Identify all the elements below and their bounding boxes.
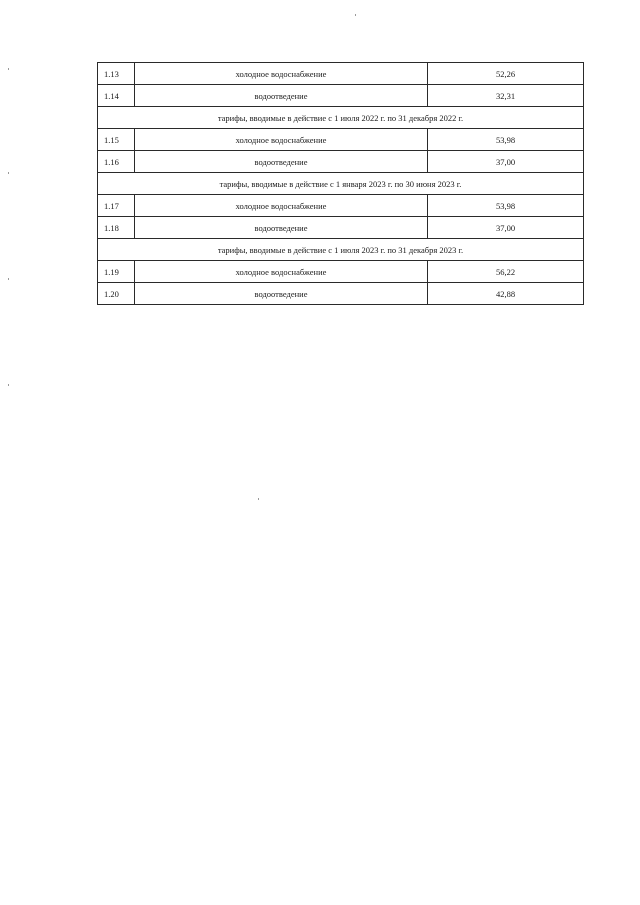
row-number-cell: 1.20 xyxy=(98,283,135,305)
tariff-value-cell: 53,98 xyxy=(428,129,584,151)
scan-speck xyxy=(8,278,9,280)
table-row xyxy=(98,151,584,173)
table-row xyxy=(98,129,584,151)
section-header-row xyxy=(98,107,584,129)
service-name-cell: водоотведение xyxy=(135,217,428,239)
table-row xyxy=(98,283,584,305)
section-header-text: тарифы, вводимые в действие с 1 января 2023 г. по 30 июня 2023 г. xyxy=(98,173,584,195)
table-row xyxy=(98,261,584,283)
tariff-value-cell: 42,88 xyxy=(428,283,584,305)
scan-speck xyxy=(8,172,9,174)
row-number-cell: 1.19 xyxy=(98,261,135,283)
tariff-value-cell: 52,26 xyxy=(428,63,584,85)
service-name-cell: водоотведение xyxy=(135,283,428,305)
scan-speck xyxy=(8,384,9,386)
scan-speck xyxy=(8,68,9,70)
scan-speck xyxy=(355,14,356,16)
scan-speck xyxy=(258,498,259,500)
tariff-value-cell: 32,31 xyxy=(428,85,584,107)
tariff-table-body xyxy=(98,63,584,305)
table-row xyxy=(98,85,584,107)
section-header-row xyxy=(98,173,584,195)
service-name-cell: водоотведение xyxy=(135,85,428,107)
table-row xyxy=(98,63,584,85)
row-number-cell: 1.18 xyxy=(98,217,135,239)
row-number-cell: 1.13 xyxy=(98,63,135,85)
service-name-cell: холодное водоснабжение xyxy=(135,129,428,151)
row-number-cell: 1.17 xyxy=(98,195,135,217)
service-name-cell: холодное водоснабжение xyxy=(135,261,428,283)
table-row xyxy=(98,195,584,217)
tariff-value-cell: 56,22 xyxy=(428,261,584,283)
row-number-cell: 1.15 xyxy=(98,129,135,151)
service-name-cell: холодное водоснабжение xyxy=(135,63,428,85)
row-number-cell: 1.16 xyxy=(98,151,135,173)
service-name-cell: холодное водоснабжение xyxy=(135,195,428,217)
tariff-value-cell: 37,00 xyxy=(428,151,584,173)
tariff-value-cell: 53,98 xyxy=(428,195,584,217)
service-name-cell: водоотведение xyxy=(135,151,428,173)
tariff-value-cell: 37,00 xyxy=(428,217,584,239)
row-number-cell: 1.14 xyxy=(98,85,135,107)
section-header-text: тарифы, вводимые в действие с 1 июля 2022 г. по 31 декабря 2022 г. xyxy=(98,107,584,129)
section-header-text: тарифы, вводимые в действие с 1 июля 2023 г. по 31 декабря 2023 г. xyxy=(98,239,584,261)
tariff-table xyxy=(97,62,584,305)
section-header-row xyxy=(98,239,584,261)
table-row xyxy=(98,217,584,239)
